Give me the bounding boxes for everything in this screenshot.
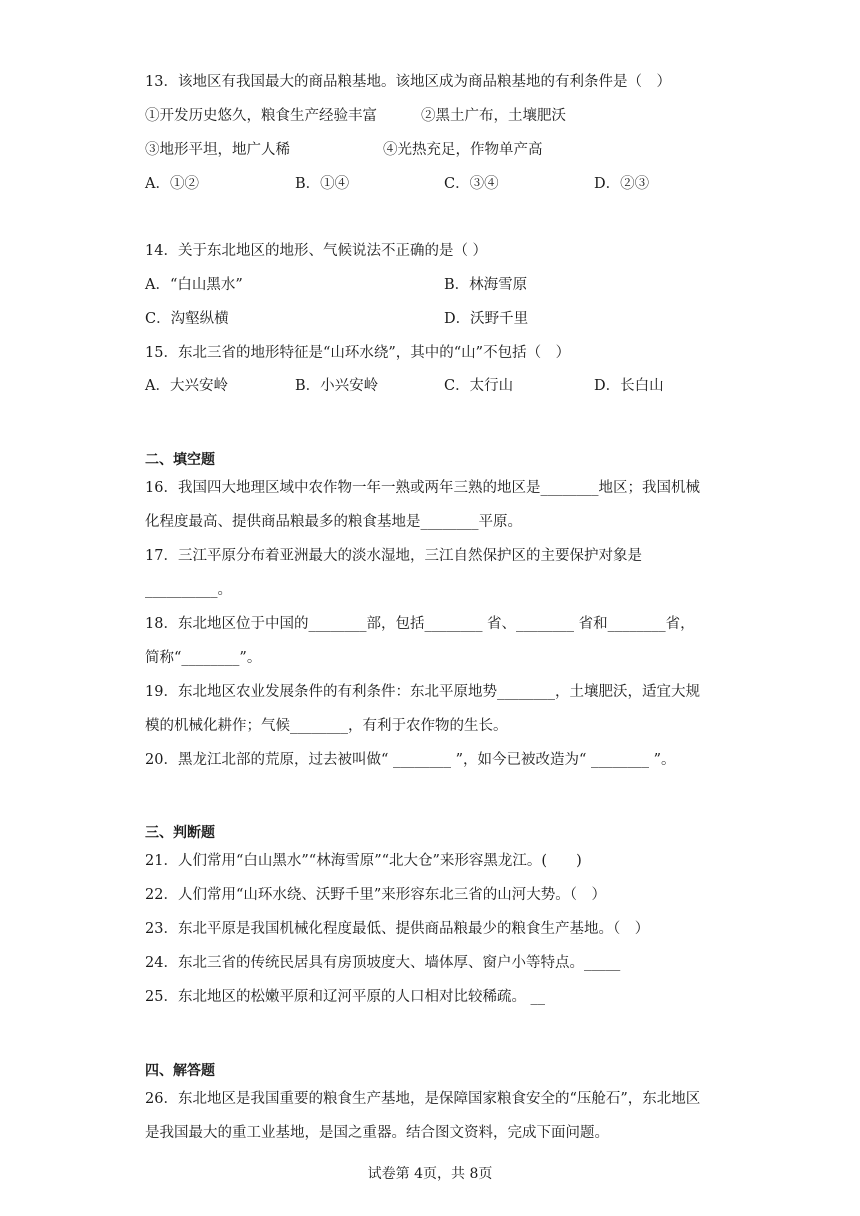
section-judgment-heading: 三、判断题 <box>145 825 215 841</box>
q25-line: 25．东北地区的松嫩平原和辽河平原的人口相对比较稀疏。 __ <box>145 989 546 1005</box>
q20-line: 20．黑龙江北部的荒原，过去被叫做“ ________ ”，如今已被改造为“ ________ ”。 <box>145 752 676 768</box>
q15-option-d: D．长白山 <box>594 378 664 394</box>
q14-option-c: C．沟壑纵横 <box>145 311 229 327</box>
q15-stem: 15．东北三省的地形特征是“山环水绕”，其中的“山”不包括（ ） <box>145 345 571 361</box>
q13-option-a: A．①② <box>145 176 199 192</box>
q13-option-b: B．①④ <box>295 176 350 192</box>
q14-option-b: B．林海雪原 <box>444 277 528 293</box>
q13-option-c: C．③④ <box>444 176 499 192</box>
q15-option-b: B．小兴安岭 <box>295 378 379 394</box>
q24-line: 24．东北三省的传统民居具有房顶坡度大、墙体厚、窗户小等特点。_____ <box>145 955 621 971</box>
q14-option-d: D．沃野千里 <box>444 311 529 327</box>
q23-line: 23．东北平原是我国机械化程度最低、提供商品粮最少的粮食生产基地。（ ） <box>145 921 650 937</box>
q13-stem: 13．该地区有我国最大的商品粮基地。该地区成为商品粮基地的有利条件是（ ） <box>145 74 671 90</box>
q14-option-a: A．“白山黑水” <box>145 277 243 293</box>
q19-line-1: 19．东北地区农业发展条件的有利条件：东北平原地势________，土壤肥沃，适宜大规 <box>145 684 700 700</box>
q13-item-2: ②黑土广布，土壤肥沃 <box>421 108 566 124</box>
q14-stem: 14．关于东北地区的地形、气候说法不正确的是（ ） <box>145 243 488 259</box>
q15-option-a: A．大兴安岭 <box>145 378 228 394</box>
section-fill-in-heading: 二、填空题 <box>145 452 215 468</box>
q18-line-2: 简称“________”。 <box>145 650 262 666</box>
section-answer-heading: 四、解答题 <box>145 1063 215 1079</box>
q26-line-1: 26．东北地区是我国重要的粮食生产基地，是保障国家粮食安全的“压舱石”，东北地区 <box>145 1091 701 1107</box>
q13-item-4: ④光热充足，作物单产高 <box>383 142 543 158</box>
q13-item-1: ①开发历史悠久，粮食生产经验丰富 <box>145 108 377 124</box>
q22-line: 22．人们常用“山环水绕、沃野千里”来形容东北三省的山河大势。（ ） <box>145 887 607 903</box>
q19-line-2: 模的机械化耕作；气候________，有利于农作物的生长。 <box>145 718 508 734</box>
q21-line: 21．人们常用“白山黑水”“林海雪原”“北大仓”来形容黑龙江。( ) <box>145 853 582 869</box>
q17-line-2: __________。 <box>145 582 232 598</box>
q16-line-1: 16．我国四大地理区域中农作物一年一熟或两年三熟的地区是________地区；我国机械 <box>145 480 700 496</box>
q18-line-1: 18．东北地区位于中国的________部，包括________ 省、________ 省和________省， <box>145 616 695 632</box>
q26-line-2: 是我国最大的重工业基地，是国之重器。结合图文资料，完成下面问题。 <box>145 1125 609 1141</box>
page-footer: 试卷第 4页，共 8页 <box>367 1166 493 1182</box>
q15-option-c: C．太行山 <box>444 378 514 394</box>
q16-line-2: 化程度最高、提供商品粮最多的粮食基地是________平原。 <box>145 514 522 530</box>
q13-option-d: D．②③ <box>594 176 650 192</box>
q13-item-3: ③地形平坦，地广人稀 <box>145 142 290 158</box>
q17-line-1: 17．三江平原分布着亚洲最大的淡水湿地，三江自然保护区的主要保护对象是 <box>145 548 642 564</box>
